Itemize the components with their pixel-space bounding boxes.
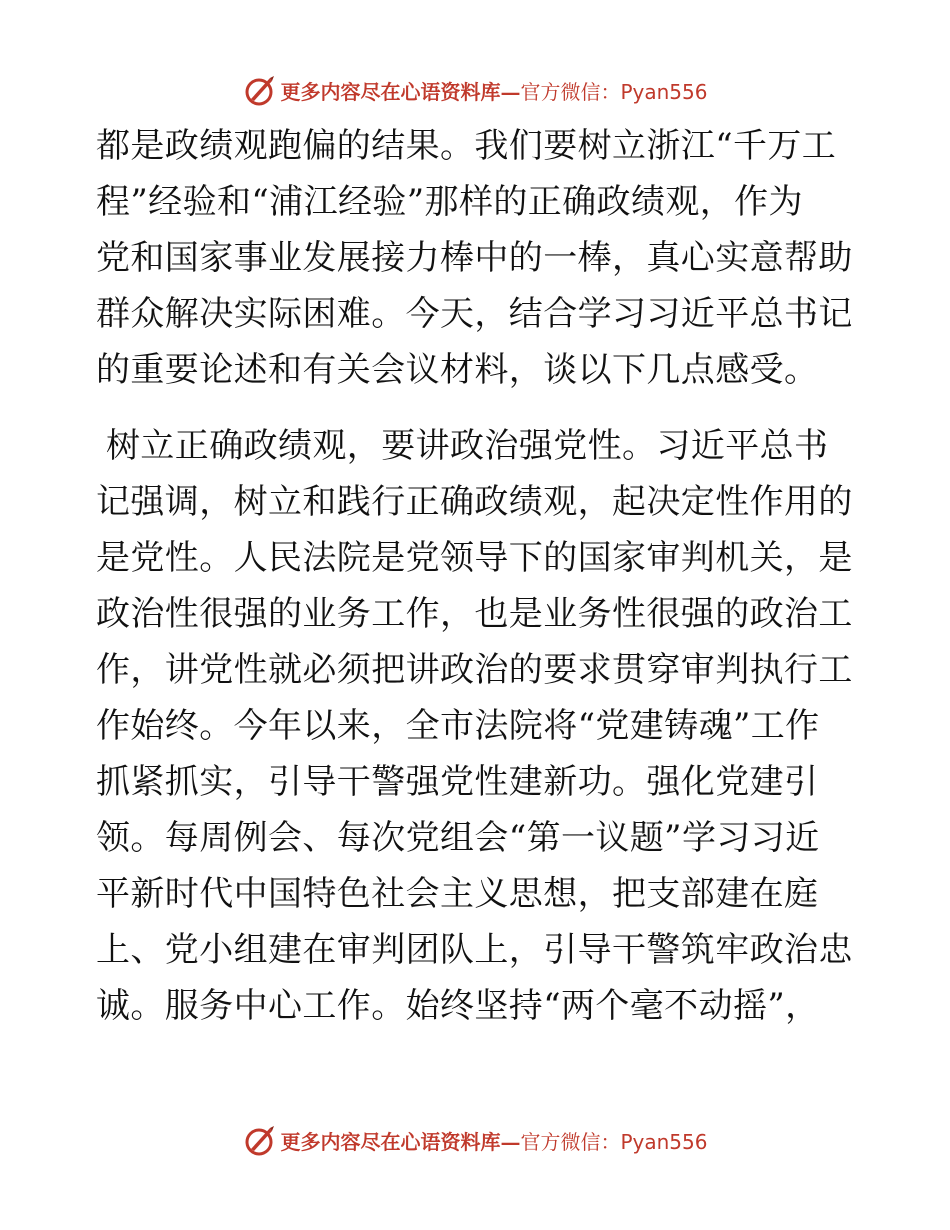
text-line: 领。每周例会、每次党组会“第一议题”学习习近 [96,818,820,858]
text-line: 上、党小组建在审判团队上，引导干警筑牢政治忠 [96,930,853,970]
banner-wechat: 官方微信：Pyan556 [520,1129,708,1154]
text-line: 党和国家事业发展接力棒中的一棒，真心实意帮助 [96,238,853,278]
text-line: 是党性。人民法院是党领导下的国家审判机关，是 [96,538,853,578]
banner-text: 更多内容尽在心语资料库— [280,1129,521,1154]
text-line: 抓紧抓实，引导干警强党性建新功。强化党建引 [96,762,819,802]
footer-banner [0,1120,950,1160]
header-banner [0,70,950,110]
quill-pen-logo-icon [242,73,276,107]
text-line: 树立正确政绩观，要讲政治强党性。习近平总书 [106,426,829,466]
text-line: 都是政绩观跑偏的结果。我们要树立浙江“千万工 [96,126,837,166]
text-line: 程”经验和“浦江经验”那样的正确政绩观，作为 [96,182,803,222]
document-body [96,118,856,1034]
text-line: 群众解决实际困难。今天，结合学习习近平总书记 [96,294,853,334]
quill-pen-logo-icon [242,1123,276,1157]
text-line: 的重要论述和有关会议材料，谈以下几点感受。 [96,350,819,390]
text-line: 作始终。今年以来，全市法院将“党建铸魂”工作 [96,706,820,746]
banner-wechat: 官方微信：Pyan556 [520,79,708,104]
text-line: 诚。服务中心工作。始终坚持“两个毫不动摇”， [96,986,820,1026]
text-line: 作，讲党性就必须把讲政治的要求贯穿审判执行工 [96,650,853,690]
text-line: 政治性很强的业务工作，也是业务性很强的政治工 [96,594,853,634]
banner-text: 更多内容尽在心语资料库— [280,79,521,104]
text-line: 平新时代中国特色社会主义思想，把支部建在庭 [96,874,819,914]
text-line: 记强调，树立和践行正确政绩观，起决定性作用的 [96,482,853,522]
